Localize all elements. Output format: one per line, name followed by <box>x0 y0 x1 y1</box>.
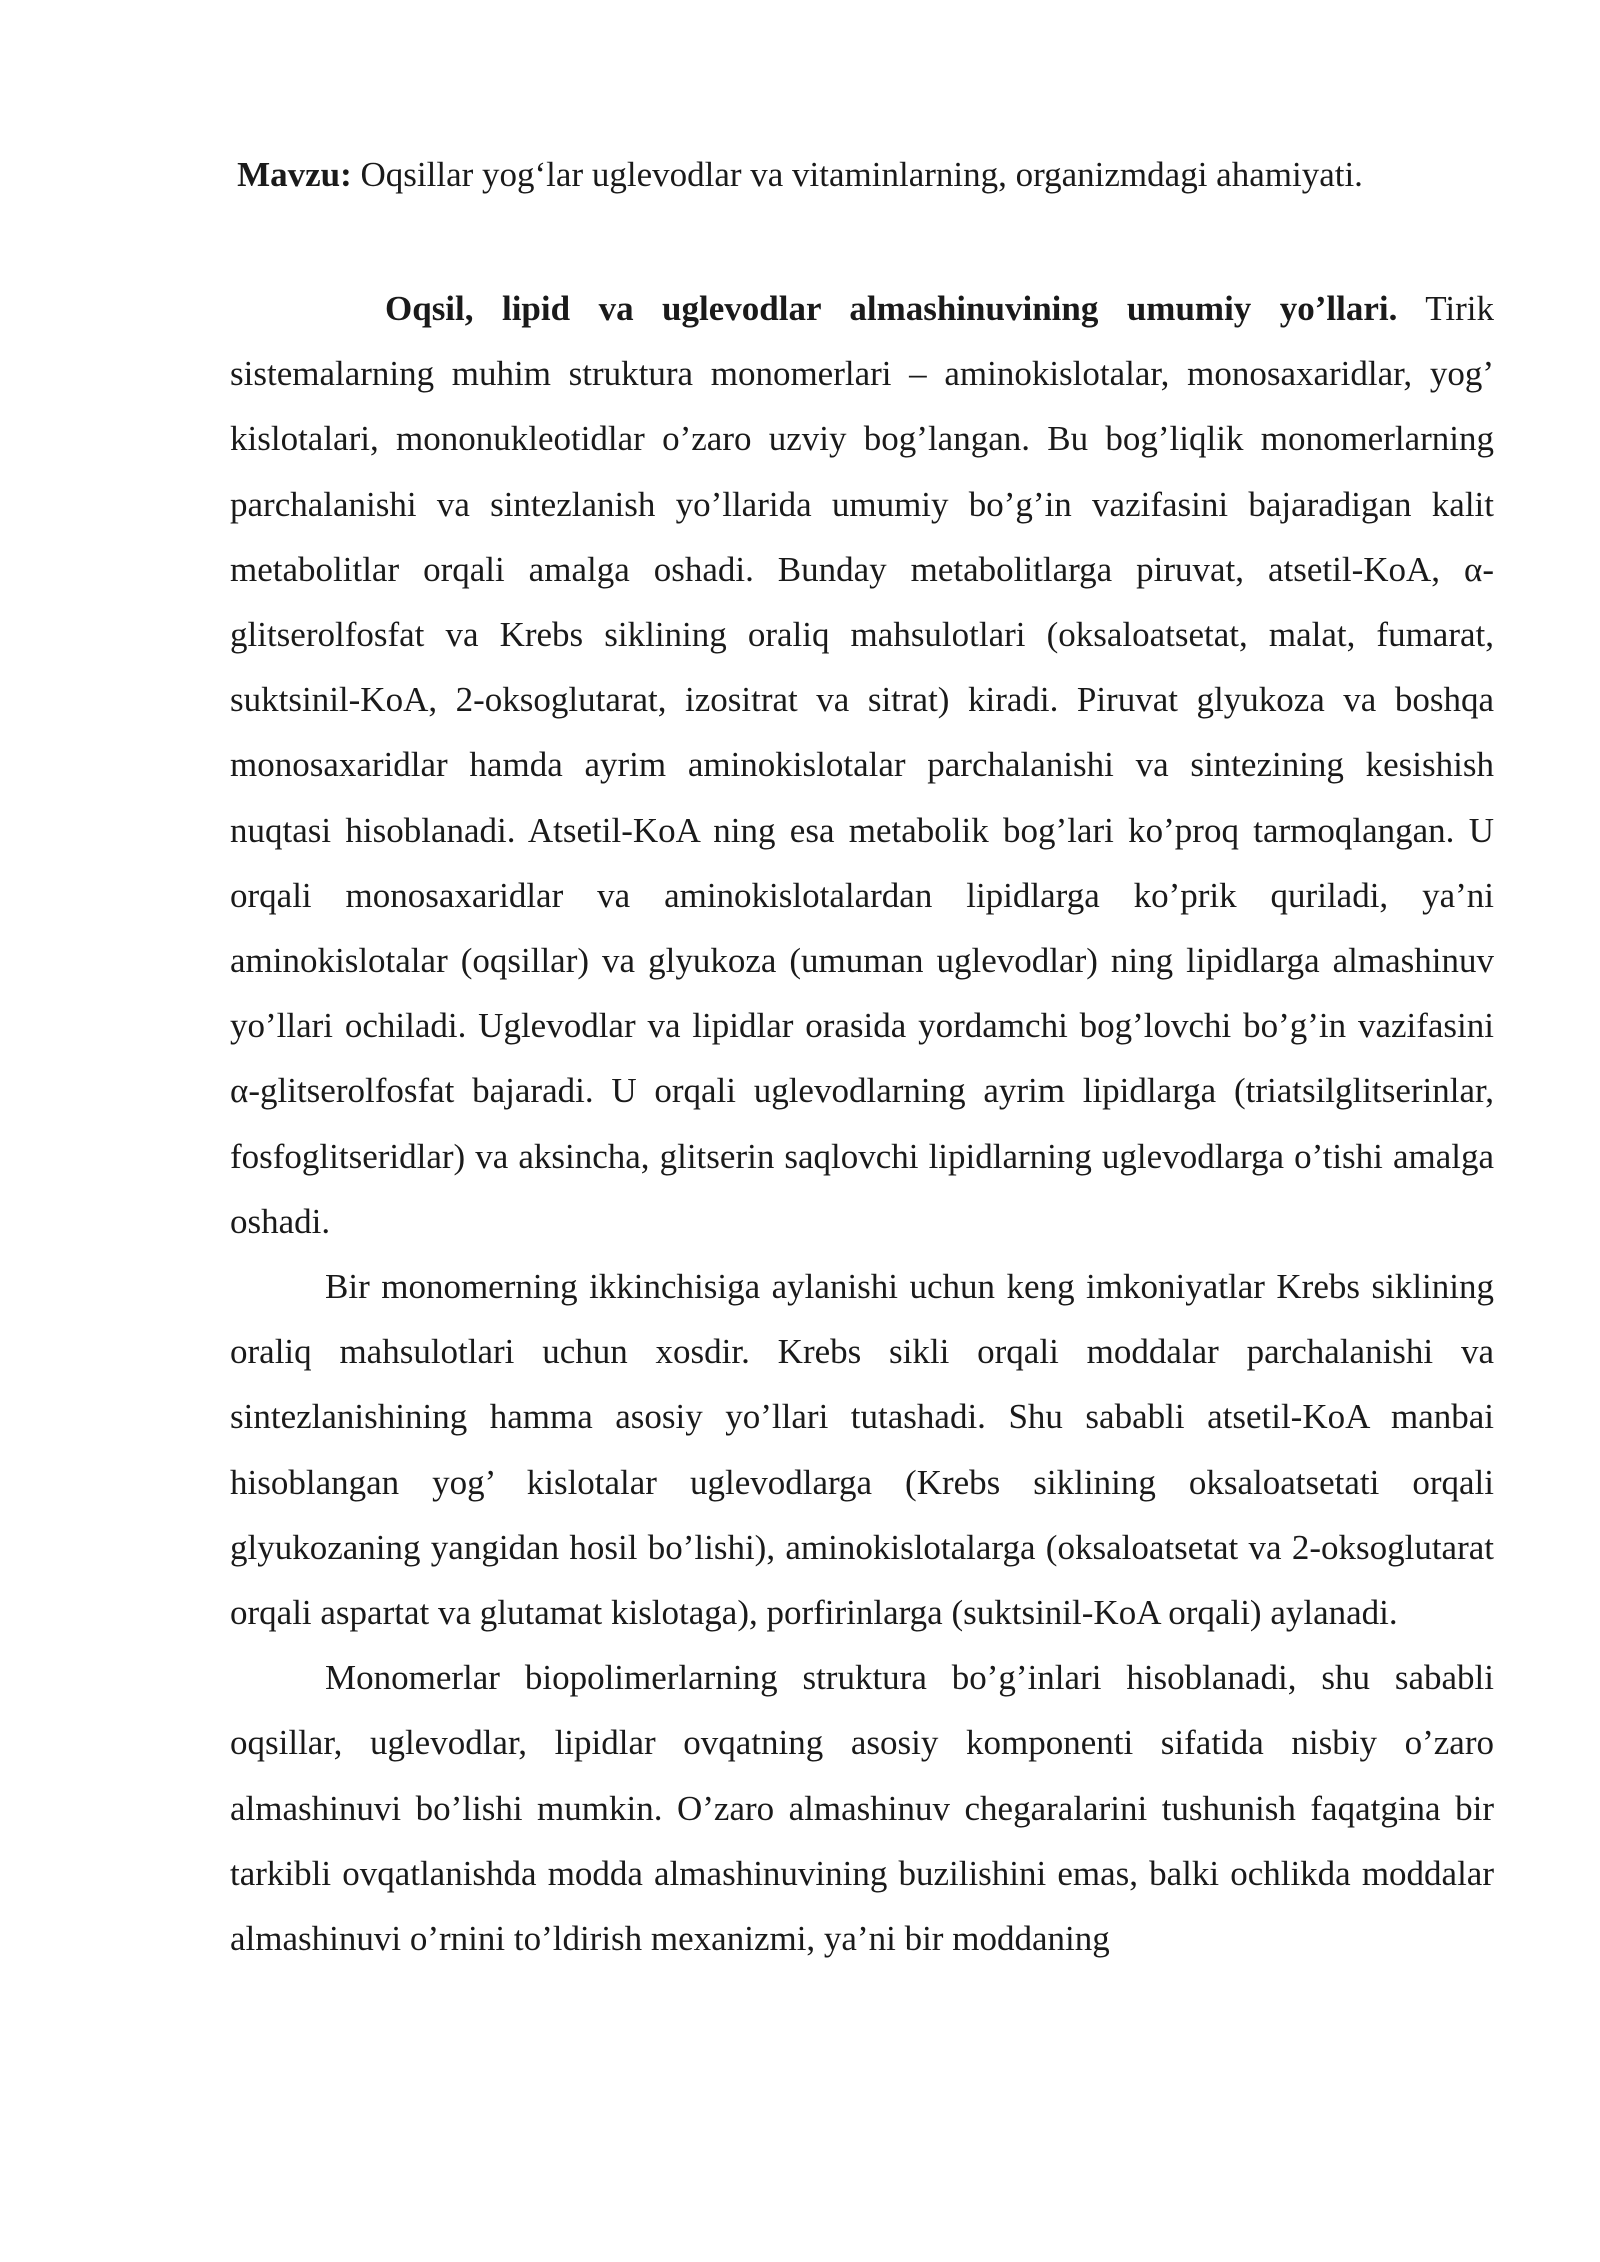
document-body <box>230 276 1494 1971</box>
paragraph-3: Monomerlar biopolimerlarning struktura bo’g’inlari hisoblanadi, shu sababli oqsillar, uglevodlar, lipidlar ovqatning asosiy komponenti sifatida nisbiy o’zaro almashinuvi bo’lishi mumkin. O’zaro almashinuv chegaralarini tushunish faqatgina bir tarkibli ovqatlanishda modda almashinuvining buzilishini emas, balki ochlikda moddalar almashinuvi o’rnini to’ldirish mexanizmi, ya’ni bir moddaning <box>230 1658 1494 1959</box>
section-heading: Oqsil, lipid va uglevodlar almashinuvining umumiy yo’llari. <box>385 289 1398 328</box>
topic-text: Oqsillar yog‘lar uglevodlar va vitaminlarning, organizmdagi ahamiyati. <box>351 155 1363 194</box>
paragraph-1-text: Tirik sistemalarning muhim struktura monomerlari – aminokislotalar, monosaxaridlar, yog’ kislotalari, mononukleotidlar o’zaro uzviy bog’langan. Bu bog’liqlik monomerlarning parchalanishi va sintezlanish yo’llarida umumiy bo’g’in vazifasini bajaradigan kalit metabolitlar orqali amalga oshadi. Bunday metabolitlarga piruvat, atsetil-KoA, α-glitserolfosfat va Krebs siklining oraliq mahsulotlari (oksaloatsetat, malat, fumarat, suktsinil-KoA, 2-oksoglutarat, izositrat va sitrat) kiradi. Piruvat glyukoza va boshqa monosaxaridlar hamda ayrim aminokislotalar parchalanishi va sintezining kesishish nuqtasi hisoblanadi. Atsetil-KoA ning esa metabolik bog’lari ko’proq tarmoqlangan. U orqali monosaxaridlar va aminokislotalardan lipidlarga ko’prik quriladi, ya’ni aminokislotalar (oqsillar) va glyukoza (umuman uglevodlar) ning lipidlarga almashinuv yo’llari ochiladi. Uglevodlar va lipidlar orasida yordamchi bog’lovchi bo’g’in vazifasini α-glitserolfosfat bajaradi. U orqali uglevodlarning ayrim lipidlarga (triatsilglitserinlar, fosfoglitseridlar) va aksincha, glitserin saqlovchi lipidlarning uglevodlarga o’tishi amalga oshadi. <box>230 289 1494 1241</box>
topic-label: Mavzu: <box>237 155 352 194</box>
topic-line <box>0 150 1600 200</box>
paragraph-2: Bir monomerning ikkinchisiga aylanishi uchun keng imkoniyatlar Krebs siklining oraliq mahsulotlari uchun xosdir. Krebs sikli orqali moddalar parchalanishi va sintezlanishining hamma asosiy yo’llari tutashadi. Shu sababli atsetil-KoA manbai hisoblangan yog’ kislotalar uglevodlarga (Krebs siklining oksaloatsetati orqali glyukozaning yangidan hosil bo’lishi), aminokislotalarga (oksaloatsetat va 2-oksoglutarat orqali aspartat va glutamat kislotaga), porfirinlarga (suktsinil-KoA orqali) aylanadi. <box>230 1267 1494 1633</box>
paragraph-1 <box>230 276 1494 1254</box>
